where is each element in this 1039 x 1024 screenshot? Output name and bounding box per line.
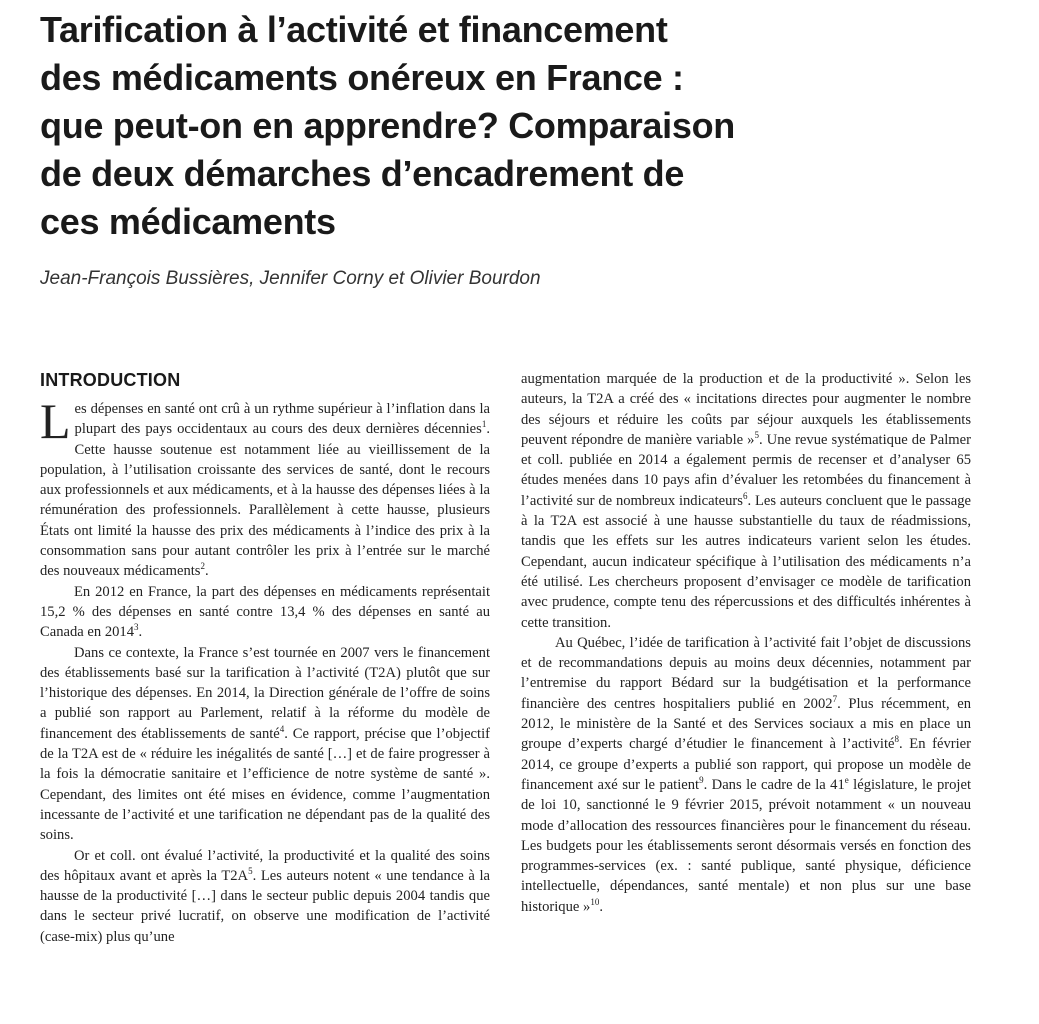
paragraph bbox=[40, 643, 490, 846]
section-heading-introduction: INTRODUCTION bbox=[40, 370, 181, 390]
paragraph-text: . Les auteurs notent « une tendance à la hausse de la productivité […] dans le secteur public depuis 2004 tandis que dans le secteur privé lucratif, on observe une modification de l’activité (case-mix) plus qu’une bbox=[40, 867, 490, 945]
paragraph-text: . Cette hausse soutenue est notamment liée au vieillissement de la population, à l’utilisation croissante des services de santé, dont le recours aux professionnels et aux médicaments, et à la hausse des dépenses liées à la rémunération des professionnels. Parallèlement à cette hausse, plusieurs États ont limité la hausse des prix des médicaments à l’indice des prix à la consommation sans pour autant contrôler les prix à l’entrée sur le marché des nouveaux médicaments bbox=[40, 421, 490, 580]
paragraph-text: . En février 2014, ce groupe d’experts a publié son rapport, qui propose un modèle de financement axé sur le patient bbox=[521, 736, 971, 793]
reference-marker: 7 bbox=[832, 693, 838, 704]
paragraph-text: . Dans le cadre de la 41 bbox=[703, 776, 845, 793]
paragraph bbox=[521, 369, 971, 633]
title-line: de deux démarches d’encadrement de bbox=[40, 153, 685, 194]
text-column-left bbox=[40, 393, 490, 947]
paragraph-text: . Plus récemment, en 2012, le ministère de la Santé et des Services sociaux a mis en place un groupe d’experts chargé d’étudier le financement à l’activité bbox=[521, 695, 971, 753]
paragraph-text: . Ce rapport, précise que l’objectif de la T2A est de « réduire les inégalités de santé […] et de faire progresser à la fois la démocratie sanitaire et l’efficience de notre système de santé ». Cependant, des limites ont été mises en évidence, comme l’augmentation incessante de l’activité et une tarification ne dépendant pas de la qualité des soins. bbox=[40, 725, 490, 844]
paragraph bbox=[40, 846, 490, 947]
paragraph bbox=[521, 633, 971, 917]
title-line: des médicaments onéreux en France : bbox=[40, 57, 684, 98]
reference-marker: 2 bbox=[200, 561, 205, 572]
author-list: Jean-François Bussières, Jennifer Corny et Olivier Bourdon bbox=[40, 268, 541, 289]
reference-marker: 4 bbox=[279, 723, 285, 734]
paragraph-text: Or et coll. ont évalué l’activité, la productivité et la qualité des soins des hôpitaux avant et après la T2A bbox=[40, 847, 490, 884]
title-line: ces médicaments bbox=[40, 201, 336, 242]
paragraph-text: augmentation marquée de la production et de la productivité ». Selon les auteurs, la T2A a créé des « incitations directes pour augmenter le nombre des séjours et réduire les coûts par séjour auxquels les établissements peuvent répondre de manière variable » bbox=[521, 371, 971, 448]
paragraph-text: En 2012 en France, la part des dépenses en médicaments représentait 15,2 % des dépenses en santé contre 13,4 % des dépenses en santé au Canada en 2014 bbox=[40, 583, 490, 641]
reference-marker: 5 bbox=[248, 865, 253, 876]
paragraph bbox=[40, 582, 490, 643]
ordinal-suffix: e bbox=[844, 775, 849, 786]
paragraph-text: . bbox=[204, 563, 209, 580]
reference-marker: 1 bbox=[481, 419, 487, 430]
article-title bbox=[40, 6, 1000, 246]
paragraph-text: es dépenses en santé ont crû à un rythme supérieur à l’inflation dans la plupart des pays occidentaux au cours des deux dernières décennies bbox=[74, 401, 490, 438]
reference-marker: 6 bbox=[742, 490, 748, 501]
paragraph-text: législature, le projet de loi 10, sanctionné le 9 février 2015, prévoit notamment « un nouveau mode d’allocation des ressources financières pour le financement du réseau. Les budgets pour les établissements seront désormais versés en fonction des programmes-services (ex. : santé publique, santé physique, déficience intellectuelle, dépendances, santé mentale) et non plus sur une base historique » bbox=[521, 776, 971, 915]
paragraph-text: . bbox=[138, 624, 143, 641]
reference-marker: 3 bbox=[134, 622, 139, 633]
reference-marker: 5 bbox=[754, 430, 759, 441]
paragraph-text: . bbox=[599, 898, 603, 915]
text-column-right bbox=[521, 369, 971, 917]
paragraph-text: . Une revue systématique de Palmer et coll. publiée en 2014 a également permis de recenser et d’analyser 65 études menées dans 10 pays afin d’évaluer les retombées du financement à l’activité sur de nombreux indicateurs bbox=[521, 431, 971, 509]
reference-marker: 9 bbox=[699, 775, 704, 786]
title-line: que peut-on en apprendre? Comparaison bbox=[40, 105, 735, 146]
paragraph bbox=[40, 393, 490, 582]
reference-marker: 10 bbox=[590, 896, 600, 907]
paragraph-text: Au Québec, l’idée de tarification à l’activité fait l’objet de discussions et de recommandations depuis au moins deux décennies, notamment par l’entremise du rapport Bédard sur la budgétisation et la performance financière des centres hospitaliers publié en 2002 bbox=[521, 634, 971, 712]
title-line: Tarification à l’activité et financement bbox=[40, 9, 668, 50]
drop-cap: L bbox=[40, 393, 71, 449]
paragraph-text: . Les auteurs concluent que le passage à la T2A est associé à une hausse substantielle du taux de réadmissions, tandis que les effets sur les autres indicateurs varient selon les études. Cependant, aucun indicateur spécifique à l’utilisation des médicaments n’a été utilisé. Les chercheurs proposent d’envisager ce modèle de tarification avec prudence, compte tenu des répercussions et des difficultés inhérentes à cette transition. bbox=[521, 492, 971, 631]
paragraph-text: Dans ce contexte, la France s’est tournée en 2007 vers le financement des établissements basé sur la tarification à l’activité (T2A) plutôt que sur l’historique des dépenses. En 2014, la Direction générale de l’offre de soins a publié son rapport au Parlement, relatif à la réforme du modèle de financement des établissements de santé bbox=[40, 644, 490, 742]
reference-marker: 8 bbox=[894, 734, 899, 745]
